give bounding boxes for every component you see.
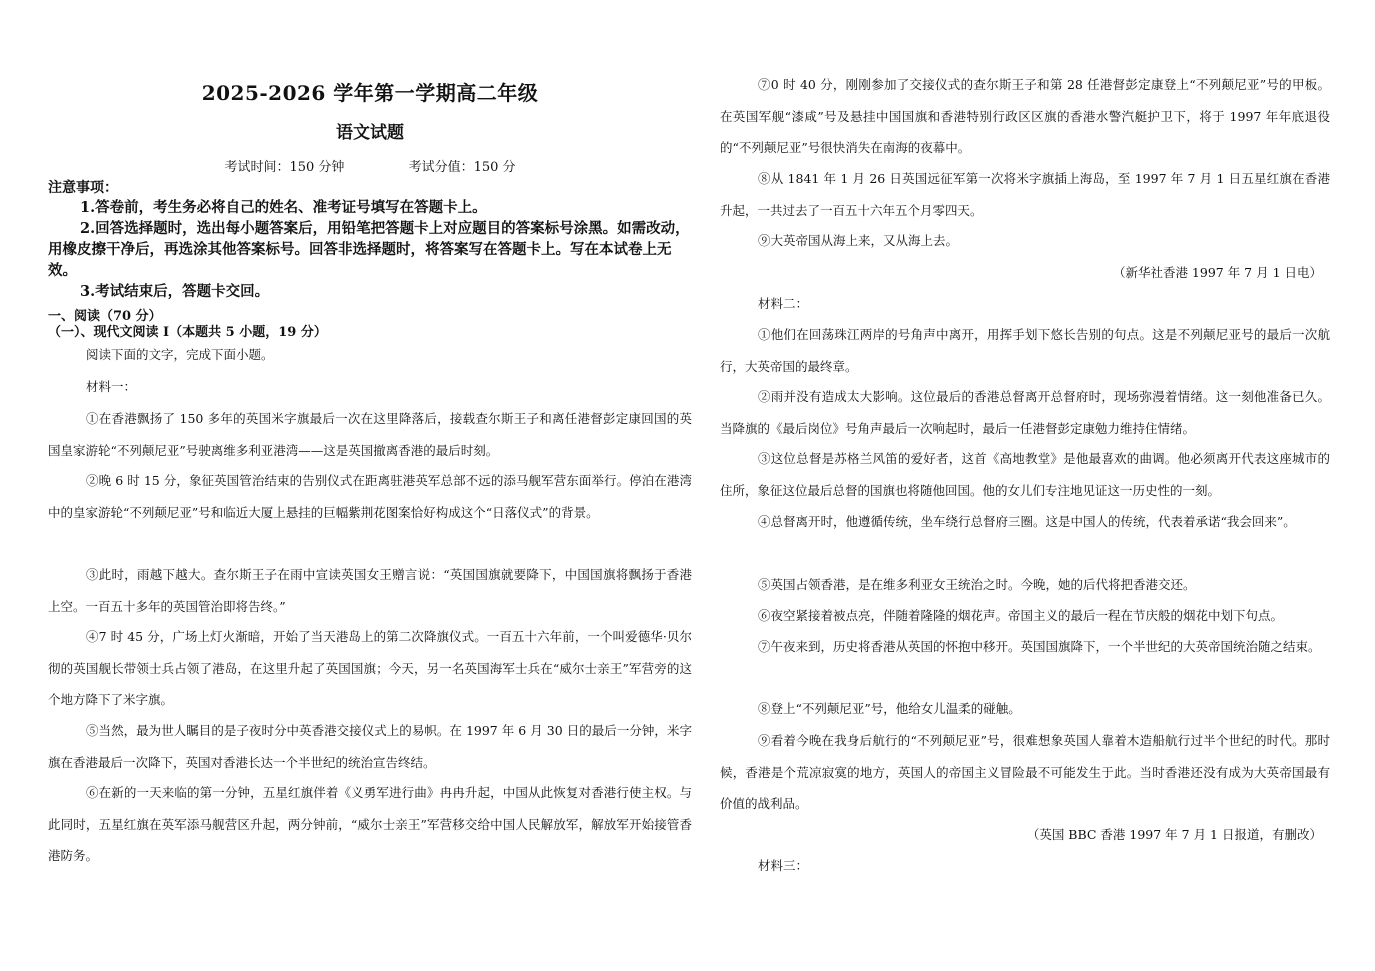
material1-paragraph-1: ①在香港飘扬了 150 多年的英国米字旗最后一次在这里降落后，接载查尔斯王子和离任港督彭定康回国的英国皇家游轮“不列颠尼亚”号驶离维多利亚港湾——这是英国撤离香港的最后时刻。 [48,411,692,458]
material1-paragraph-9: ⑨大英帝国从海上来，又从海上去。 [758,233,959,248]
section-heading: 一、阅读（70 分） [48,309,162,324]
material2-paragraph-6: ⑥夜空紧接着被点亮，伴随着隆隆的烟花声。帝国主义的最后一程在节庆般的烟花中划下句点。 [758,608,1284,623]
material1-label: 材料一： [86,379,137,394]
material2-paragraph-4: ④总督离开时，他遵循传统，坐车绕行总督府三圈。这是中国人的传统，代表着承诺“我会回来”。 [758,514,1296,529]
material3-label: 材料三： [758,858,809,873]
material1-paragraph-4: ④7 时 45 分，广场上灯火渐暗，开始了当天港岛上的第二次降旗仪式。一百五十六年前，一个叫爱德华·贝尔彻的英国舰长带领士兵占领了港岛，在这里升起了英国国旗；今天，另一名英国海军士兵在“威尔士亲王”军营旁的这个地方降下了米字旗。 [48,629,692,707]
material2-paragraph-5: ⑤英国占领香港，是在维多利亚女王统治之时。今晚，她的后代将把香港交还。 [758,577,1196,592]
material2-paragraph-2: ②雨并没有造成太大影响。这位最后的香港总督离开总督府时，现场弥漫着情绪。这一刻他准备已久。当降旗的《最后岗位》号角声最后一次响起时，最后一任港督彭定康勉力维持住情绪。 [720,389,1330,436]
notice-item-1: 1.答卷前，考生务必将自己的姓名、准考证号填写在答题卡上。 [80,199,487,216]
material2-paragraph-7: ⑦午夜来到，历史将香港从英国的怀抱中移开。英国国旗降下，一个半世纪的大英帝国统治随之结束。 [758,639,1321,654]
material2-label: 材料二： [758,296,809,311]
material1-paragraph-7: ⑦0 时 40 分，刚刚参加了交接仪式的查尔斯王子和第 28 任港督彭定康登上“不列颠尼亚”号的甲板。在英国军舰“漆咸”号及悬挂中国国旗和香港特别行政区区旗的香港水警汽艇护卫下，将于 1997 年年底退役的“不列颠尼亚”号很快消失在南海的夜幕中。 [720,77,1330,155]
subsection-heading: （一）、现代文阅读 I（本题共 5 小题，19 分） [48,325,327,340]
notice-heading: 注意事项： [48,180,118,196]
material1-paragraph-2: ②晚 6 时 15 分，象征英国管治结束的告别仪式在距离驻港英军总部不远的添马舰军营东面举行。停泊在港湾中的皇家游轮“不列颠尼亚”号和临近大厦上悬挂的巨幅紫荆花图案恰好构成这个“日落仪式”的背景。 [48,473,692,520]
material2-paragraph-9: ⑨看着今晚在我身后航行的“不列颠尼亚”号，很难想象英国人靠着木造船航行过半个世纪的时代。那时候，香港是个荒凉寂寞的地方，英国人的帝国主义冒险最不可能发生于此。当时香港还没有成为大英帝国最有价值的战利品。 [720,733,1330,811]
exam-time: 考试时间：150 分钟 [224,160,345,175]
material2-paragraph-1: ①他们在回荡珠江两岸的号角声中离开，用挥手划下悠长告别的句点。这是不列颠尼亚号的最后一次航行，大英帝国的最终章。 [720,327,1330,374]
exam-score: 考试分值：150 分 [408,160,516,175]
material1-paragraph-5: ⑤当然，最为世人瞩目的是子夜时分中英香港交接仪式上的易帜。在 1997 年 6 月 30 日的最后一分钟，米字旗在香港最后一次降下，英国对香港长达一个半世纪的统治宣告终结。 [48,723,692,770]
material2-paragraph-3: ③这位总督是苏格兰风笛的爱好者，这首《高地教堂》是他最喜欢的曲调。他必须离开代表这座城市的住所，象征这位最后总督的国旗也将随他回国。他的女儿们专注地见证这一历史性的一刻。 [720,451,1330,498]
material1-paragraph-3: ③此时，雨越下越大。查尔斯王子在雨中宣读英国女王赠言说：“英国国旗就要降下，中国国旗将飘扬于香港上空。一百五十多年的英国管治即将告终。” [48,567,692,614]
material1-paragraph-8: ⑧从 1841 年 1 月 26 日英国远征军第一次将米字旗插上海岛，至 1997 年 7 月 1 日五星红旗在香港升起，一共过去了一百五十六年五个月零四天。 [720,171,1330,218]
exam-title: 2025-2026 学年第一学期高二年级 [201,81,539,105]
material2-paragraph-8: ⑧登上“不列颠尼亚”号，他给女儿温柔的碰触。 [758,701,1021,716]
material2-source: （英国 BBC 香港 1997 年 7 月 1 日报道，有删改） [1026,827,1322,842]
material1-source: （新华社香港 1997 年 7 月 1 日电） [1112,265,1322,280]
material1-paragraph-6: ⑥在新的一天来临的第一分钟，五星红旗伴着《义勇军进行曲》冉冉升起，中国从此恢复对香港行使主权。与此同时，五星红旗在英军添马舰营区升起，两分钟前，“威尔士亲王”军营移交给中国人民解放军，解放军开始接管香港防务。 [48,785,692,863]
instruction-text: 阅读下面的文字，完成下面小题。 [86,347,274,362]
exam-subtitle: 语文试题 [336,123,404,143]
exam-info [48,156,692,175]
notice-item-3: 3.考试结束后，答题卡交回。 [80,283,270,300]
notice-item-2: 2.回答选择题时，选出每小题答案后，用铅笔把答题卡上对应题目的答案标号涂黑。如需改动，用橡皮擦干净后，再选涂其他答案标号。回答非选择题时，将答案写在答题卡上。写在本试卷上无效。 [48,220,690,279]
